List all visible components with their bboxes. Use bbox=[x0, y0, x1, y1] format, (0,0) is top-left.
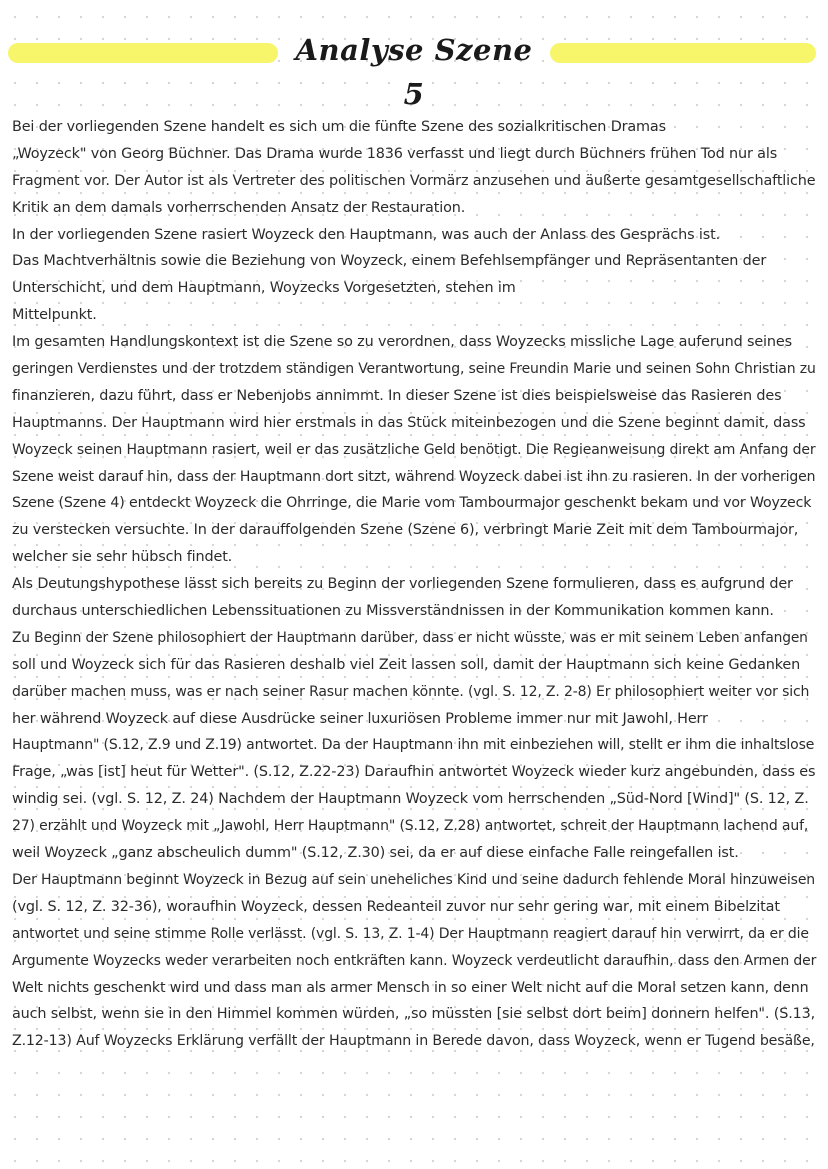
highlighter-stroke-right bbox=[550, 43, 816, 63]
text-line: windig sei. (vgl. S. 12, Z. 24) Nachdem der Hauptmann Woyzeck vom herrschenden „Süd-Nord [Wind]" (S. 12, Z. bbox=[12, 791, 809, 808]
text-line: Argumente Woyzecks weder verarbeiten noch entkräften kann. Woyzeck verdeutlicht daraufhin, dass den Armen der bbox=[12, 952, 817, 969]
page-title: Analyse Szene 5 bbox=[295, 33, 533, 111]
text-line: „Woyzeck" von Georg Büchner. Das Drama wurde 1836 verfasst und liegt durch Büchners frühen Tod nur als bbox=[12, 145, 778, 162]
text-line: durchaus unterschiedlichen Lebenssituationen zu Missverständnissen in der Kommunikation kommen kann. bbox=[12, 603, 774, 620]
text-line: Das Machtverhältnis sowie die Beziehung von Woyzeck, einem Befehlsempfänger und Repräsentanten der bbox=[12, 253, 767, 270]
text-line: In der vorliegenden Szene rasiert Woyzeck den Hauptmann, was auch der Anlass des Gesprächs ist. bbox=[12, 226, 721, 243]
text-line: Z.12-13) Auf Woyzecks Erklärung verfällt der Hauptmann in Berede davon, dass Woyzeck, wenn er Tugend besäße, bbox=[12, 1033, 815, 1050]
text-line: Mittelpunkt. bbox=[12, 307, 97, 324]
text-line: antwortet und seine stimme Rolle verlässt. (vgl. S. 13, Z. 1-4) Der Hauptmann reagiert darauf hin verwirrt, da er die bbox=[12, 925, 809, 942]
text-line: Bei der vorliegenden Szene handelt es sich um die fünfte Szene des sozialkritischen Dramas bbox=[12, 119, 666, 135]
text-line: geringen Verdienstes und der trotzdem ständigen Verantwortung, seine Freundin Marie und seinen Sohn Christian zu bbox=[12, 361, 816, 378]
highlighter-stroke-left bbox=[8, 43, 278, 63]
text-line: Als Deutungshypothese lässt sich bereits zu Beginn der vorliegenden Szene formulieren, dass es aufgrund der bbox=[12, 576, 793, 593]
text-line: Der Hauptmann beginnt Woyzeck in Bezug auf sein uneheliches Kind und seine dadurch fehlende Moral hinzuweisen bbox=[12, 871, 816, 888]
text-line: Szene weist darauf hin, dass der Hauptmann dort sitzt, während Woyzeck dabei ist ihn zu rasieren. In der vorherigen bbox=[12, 468, 816, 485]
text-line: soll und Woyzeck sich für das Rasieren deshalb viel Zeit lassen soll, damit der Hauptmann sich keine Gedanken bbox=[12, 656, 801, 673]
text-line: Szene (Szene 4) entdeckt Woyzeck die Ohrringe, die Marie vom Tambourmajor geschenkt bekam und vor Woyzeck bbox=[12, 495, 812, 512]
text-line: (vgl. S. 12, Z. 32-36), woraufhin Woyzeck, dessen Redeanteil zuvor nur sehr gering war, mit einem Bibelzitat bbox=[12, 898, 780, 915]
text-line: Fragment vor. Der Autor ist als Vertreter des politischen Vormärz anzusehen und äußerte gesamtgesellschaftliche bbox=[12, 172, 816, 189]
text-line: her während Woyzeck auf diese Ausdrücke seiner luxuriösen Probleme immer nur mit Jawohl, Herr bbox=[12, 710, 708, 727]
text-line: Frage, „was [ist] heut für Wetter". (S.12, Z.22-23) Daraufhin antwortet Woyzeck wieder kurz angebunden, dass es bbox=[12, 764, 816, 781]
text-line: Woyzeck seinen Hauptmann rasiert, weil er das zusätzliche Geld benötigt. Die Regieanweisung direkt am Anfang der bbox=[12, 441, 816, 458]
text-line: finanzieren, dazu führt, dass er Nebenjobs annimmt. In dieser Szene ist dies beispielsweise das Rasieren des bbox=[12, 387, 782, 404]
essay-body bbox=[12, 114, 818, 1055]
text-line: Zu Beginn der Szene philosophiert der Hauptmann darüber, dass er nicht wüsste, was er mit seinem Leben anfangen bbox=[12, 629, 808, 646]
text-line: 27) erzählt und Woyzeck mit „Jawohl, Herr Hauptmann" (S.12, Z.28) antwortet, schreit der Hauptmann lachend auf, bbox=[12, 818, 809, 835]
text-line: zu verstecken versuchte. In der darauffolgenden Szene (Szene 6), verbringt Marie Zeit mit dem Tambourmajor, bbox=[12, 522, 799, 539]
text-line: Hauptmanns. Der Hauptmann wird hier erstmals in das Stück miteinbezogen und die Szene beginnt damit, dass bbox=[12, 414, 806, 431]
page-header bbox=[0, 28, 828, 111]
text-line: Im gesamten Handlungskontext ist die Szene so zu verordnen, dass Woyzecks missliche Lage auferund seines bbox=[12, 334, 792, 351]
text-line: Kritik an dem damals vorherrschenden Ansatz der Restauration. bbox=[12, 199, 466, 216]
text-line: auch selbst, wenn sie in den Himmel kommen würden, „so müssten [sie selbst dort beim] donnern helfen". (S.13, bbox=[12, 1006, 816, 1023]
text-line: Hauptmann" (S.12, Z.9 und Z.19) antwortet. Da der Hauptmann ihn mit einbeziehen will, stellt er ihm die inhaltslose bbox=[12, 737, 815, 754]
text-line: weil Woyzeck „ganz abscheulich dumm" (S.12, Z.30) sei, da er auf diese einfache Falle reingefallen ist. bbox=[12, 845, 739, 862]
text-line: welcher sie sehr hübsch findet. bbox=[12, 549, 233, 566]
text-line: Welt nichts geschenkt wird und dass man als armer Mensch in so einer Welt nicht auf die Moral setzen kann, denn bbox=[12, 979, 809, 996]
text-line: Unterschicht, und dem Hauptmann, Woyzecks Vorgesetzten, stehen im bbox=[12, 280, 516, 297]
text-line: darüber machen muss, was er nach seiner Rasur machen könnte. (vgl. S. 12, Z. 2-8) Er philosophiert weiter vor sich bbox=[12, 683, 810, 700]
